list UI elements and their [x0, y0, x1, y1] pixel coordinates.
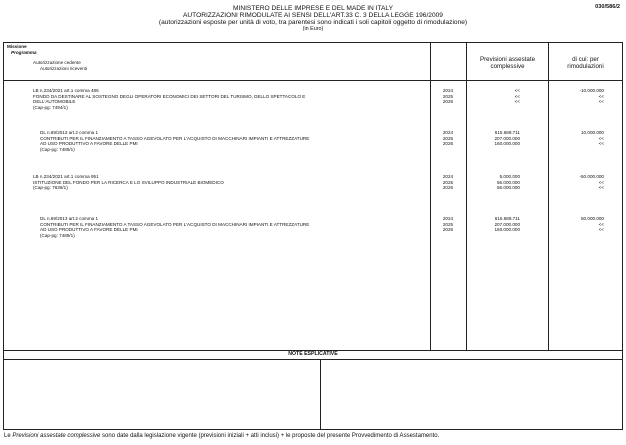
- entry-previsioni: [470, 174, 520, 191]
- entry-cap: (Cap-pg: 7494/1): [33, 104, 68, 110]
- rimodulazioni-value: 50.000.000: [581, 216, 604, 221]
- previsioni-value: 5.000.000: [499, 174, 520, 179]
- entry-years: [432, 88, 464, 105]
- table-left-border: [3, 42, 4, 429]
- year: 2025: [442, 93, 454, 99]
- entry-law: DL n.69/2013 art.2 comma 1: [40, 130, 99, 135]
- entry-desc-line: AD USO PRODUTTIVO A FAVORE DELLE PMI: [40, 227, 138, 233]
- rimodulazioni-value: <<: [598, 135, 604, 141]
- entry-rimodulazioni: [560, 216, 604, 233]
- header-rimodulazioni: [549, 56, 622, 70]
- entry-rimodulazioni: [560, 130, 604, 147]
- year: 2025: [442, 221, 454, 227]
- year: 2026: [442, 99, 454, 105]
- entry-years: [432, 216, 464, 233]
- header-autorizzazione-cedente: Autorizzazione cedente: [33, 60, 81, 65]
- year: 2026: [442, 185, 454, 191]
- entry-previsioni: [470, 216, 520, 233]
- entry-desc-line: CONTRIBUTI PER IL FINANZIAMENTO A TASSO AGEVOLATO PER L'ACQUISTO DI MACCHINARI IMPIANTI E ATTREZZATURE: [40, 221, 310, 227]
- header-programma: Programma: [11, 50, 37, 55]
- entry-years: [432, 130, 464, 147]
- rimodulazioni-value: <<: [598, 99, 604, 105]
- rimodulazioni-value: -50.000.000: [579, 174, 604, 179]
- rimodulazioni-value: 10.000.000: [581, 130, 604, 135]
- entry-desc-line: CONTRIBUTI PER IL FINANZIAMENTO A TASSO AGEVOLATO PER L'ACQUISTO DI MACCHINARI IMPIANTI E ATTREZZATURE: [40, 135, 310, 141]
- footer-rest: sono date dalla legislazione vigente (previsioni iniziali + atti inclusi) + le proposte del presente Provvedimento di Assestamento.: [100, 433, 440, 439]
- entry-desc-line: ISTITUZIONE DEL FONDO PER LA RICERCA E LO SVILUPPO INDUSTRIALE BIOMEDICO: [33, 179, 224, 185]
- notes-title: NOTE ESPLICATIVE: [288, 351, 338, 357]
- year: 2025: [442, 179, 454, 185]
- entry-cedente-2: [33, 174, 224, 191]
- rimodulazioni-value: <<: [598, 179, 604, 185]
- column-divider-previsioni: [466, 42, 467, 350]
- previsioni-value: <<: [514, 88, 520, 93]
- footer-emphasis: Previsioni assestate complessive: [12, 433, 101, 439]
- year: 2026: [442, 227, 454, 233]
- previsioni-value: 615.689.711: [494, 130, 520, 135]
- entry-law: DL n.69/2013 art.2 comma 1: [40, 216, 99, 221]
- table-top-border: [3, 42, 623, 43]
- previsioni-value: 207.000.000: [494, 221, 520, 227]
- year: 2024: [442, 174, 454, 179]
- entry-desc-line: DELL'AUTOMOBILE: [33, 99, 76, 105]
- year: 2024: [442, 130, 454, 135]
- entry-law: LB n.234/2021 art.1 comma 486: [33, 88, 99, 93]
- rimodulazioni-value: <<: [598, 185, 604, 191]
- entry-cedente-1: [33, 88, 305, 110]
- previsioni-value: <<: [514, 99, 520, 105]
- year: 2026: [442, 141, 454, 147]
- entry-desc-line: FONDO DA DESTINARE AL SOSTEGNO DEGLI OPERATORI ECONOMICI DEI SETTORI DEL TURISMO, DELLO SPETTACOLO E: [33, 93, 306, 99]
- report-title: AUTORIZZAZIONI RIMODULATE AI SENSI DELL'ART.33 C. 3 DELLA LEGGE 196/2009: [183, 12, 443, 19]
- year: 2025: [442, 135, 454, 141]
- entry-rimodulazioni: [560, 88, 604, 105]
- entry-cap: (Cap-pg: 7489/1): [40, 146, 75, 152]
- rimodulazioni-value: -10.000.000: [579, 88, 604, 93]
- column-divider-rimodulazioni: [548, 42, 549, 350]
- document-code: 030/586/2: [595, 4, 620, 10]
- year: 2024: [442, 88, 454, 93]
- header-previsioni-line1: Previsioni assestate: [479, 56, 536, 63]
- entry-previsioni: [470, 88, 520, 105]
- rimodulazioni-value: <<: [598, 93, 604, 99]
- entry-previsioni: [470, 130, 520, 147]
- table-header-border: [3, 80, 623, 81]
- entry-cap: (Cap-pg: 7489/1): [40, 232, 75, 238]
- previsioni-value: 56.000.000: [497, 179, 520, 185]
- currency-note: (in Euro): [302, 26, 324, 32]
- rimodulazioni-value: <<: [598, 221, 604, 227]
- table-right-border: [622, 42, 623, 429]
- entry-desc-line: AD USO PRODUTTIVO A FAVORE DELLE PMI: [40, 141, 138, 147]
- ministry-title: MINISTERO DELLE IMPRESE E DEL MADE IN ITALY: [233, 5, 393, 12]
- previsioni-value: 207.000.000: [494, 135, 520, 141]
- rimodulazioni-value: <<: [598, 141, 604, 147]
- entry-ricevente-2: [40, 216, 309, 238]
- header-rimodulazioni-line1: di cui: per: [572, 56, 599, 63]
- entry-ricevente-1: [40, 130, 309, 152]
- column-divider-years: [430, 42, 431, 350]
- notes-header-border: [3, 359, 623, 360]
- previsioni-value: <<: [514, 93, 520, 99]
- table-bottom-border: [3, 429, 623, 430]
- rimodulazioni-value: <<: [598, 227, 604, 233]
- header-autorizzazioni-riceventi: Autorizzazioni riceventi: [40, 66, 87, 71]
- header-rimodulazioni-line2: rimodulazioni: [567, 63, 604, 70]
- previsioni-value: 56.000.000: [497, 185, 520, 191]
- year: 2024: [442, 216, 454, 221]
- entry-years: [432, 174, 464, 191]
- footer-note: [4, 433, 439, 439]
- previsioni-value: 160.000.000: [494, 227, 520, 233]
- previsioni-value: 615.689.711: [494, 216, 520, 221]
- entry-rimodulazioni: [560, 174, 604, 191]
- entry-cap: (Cap-pg: 7636/1): [33, 185, 68, 191]
- report-subtitle: (autorizzazioni esposte per unità di voto, tra parentesi sono indicati i soli capitoli oggetto di rimodulazione): [158, 19, 468, 26]
- header-missione: Missione: [7, 44, 27, 49]
- previsioni-value: 160.000.000: [494, 141, 520, 147]
- footer-prefix: Le: [4, 433, 13, 439]
- entry-law: LB n.234/2021 art.1 comma 951: [33, 174, 99, 179]
- header-previsioni: [467, 56, 548, 70]
- notes-divider: [320, 359, 321, 429]
- header-previsioni-line2: complessive: [490, 63, 525, 70]
